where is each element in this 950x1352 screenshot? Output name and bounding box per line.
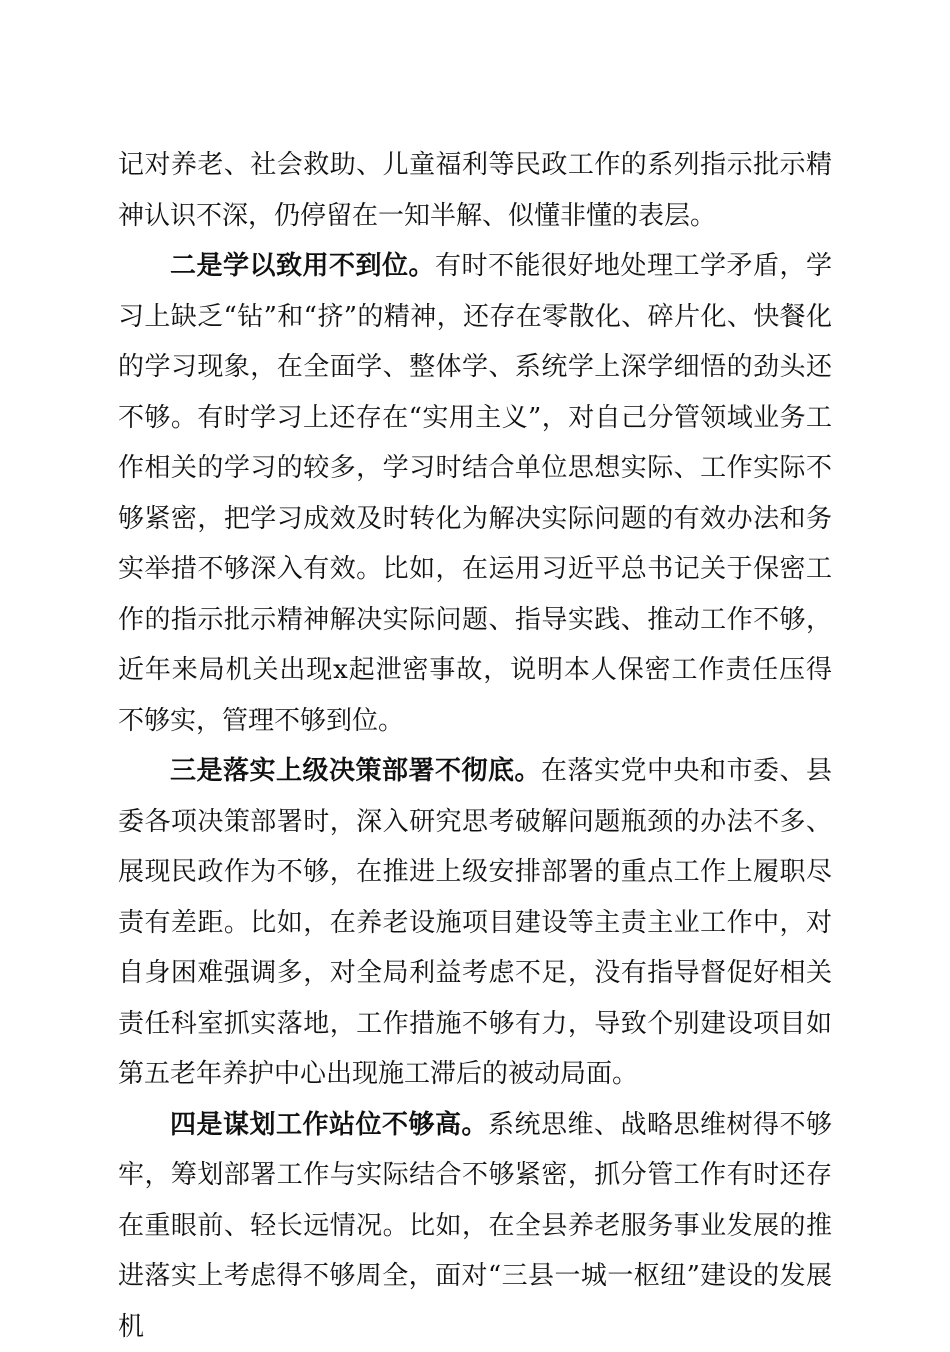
paragraph-2-lead: 二是学以致用不到位。 (170, 251, 435, 281)
paragraph-1 (118, 140, 832, 241)
document-body (118, 140, 832, 1352)
paragraph-1-text: 记对养老、社会救助、儿童福利等民政工作的系列指示批示精神认识不深，仍停留在一知半解、似懂非懂的表层。 (118, 150, 832, 231)
paragraph-4-lead: 四是谋划工作站位不够高。 (170, 1110, 488, 1140)
paragraph-3-text: 在落实党中央和市委、县委各项决策部署时，深入研究思考破解问题瓶颈的办法不多、展现民政作为不够，在推进上级安排部署的重点工作上履职尽责有差距。比如，在养老设施项目建设等主责主业工作中，对自身困难强调多，对全局利益考虑不足，没有指导督促好相关责任科室抓实落地，工作措施不够有力，导致个别建设项目如第五老年养护中心出现施工滞后的被动局面。 (118, 756, 832, 1089)
paragraph-3-lead: 三是落实上级决策部署不彻底。 (170, 756, 541, 786)
paragraph-2 (118, 241, 832, 746)
paragraph-2-text: 有时不能很好地处理工学矛盾，学习上缺乏“钻”和“挤”的精神，还存在零散化、碎片化、快餐化的学习现象，在全面学、整体学、系统学上深学细悟的劲头还不够。有时学习上还存在“实用主义”，对自己分管领域业务工作相关的学习的较多，学习时结合单位思想实际、工作实际不够紧密，把学习成效及时转化为解决实际问题的有效办法和务实举措不够深入有效。比如，在运用习近平总书记关于保密工作的指示批示精神解决实际问题、指导实践、推动工作不够，近年来局机关出现x起泄密事故，说明本人保密工作责任压得不够实，管理不够到位。 (118, 251, 832, 736)
paragraph-4 (118, 1100, 832, 1352)
paragraph-3 (118, 746, 832, 1100)
paragraph-4-text: 系统思维、战略思维树得不够牢，筹划部署工作与实际结合不够紧密，抓分管工作有时还存在重眼前、轻长远情况。比如，在全县养老服务事业发展的推进落实上考虑得不够周全，面对“三县一城一枢纽”建设的发展机 (118, 1110, 832, 1342)
